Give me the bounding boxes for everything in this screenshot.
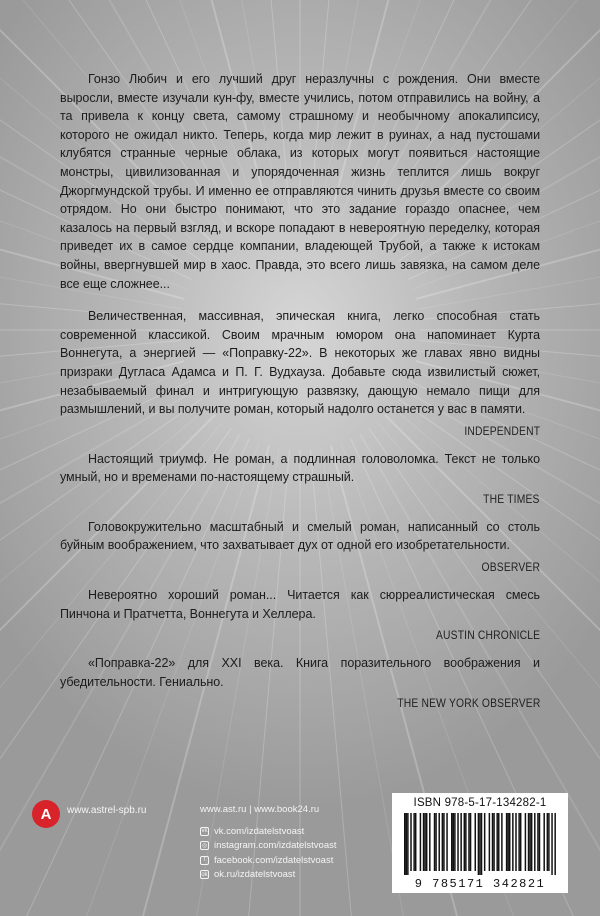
isbn-number: ISBN 978-5-17-134282-1 bbox=[413, 797, 547, 809]
barcode-bar bbox=[515, 813, 516, 871]
barcode-digits: 9 785171 342821 bbox=[414, 877, 546, 891]
synopsis-text: Гонзо Любич и его лучший друг неразлучны с рождения. Они вместе выросли, вместе изучали кун-фу, вместе учились, потом отправились на войну, а та привела к концу света, самому страшному и необычному апокалипсису, которого не ожидал никто. Теперь, когда мир лежит в руинах, а над пустошами клубятся странные черные облака, из которых могут появиться настоящие монстры, цивилизованная и упорядоченная жизнь теплится лишь вокруг Джоргмундской трубы. И именно ее отправляются чинить друзья вместе со своим отрядом. Но они быстро понимают, что это задание гораздо опаснее, чем казалось на первый взгляд, и вскоре попадают в невероятную переделку, которая приведет их в самое сердце компании, владеющей Трубой, а также к истокам войны, ввергнувшей мир в хаос. Правда, это всего лишь завязка, на самом деле все еще сложнее... bbox=[60, 72, 540, 291]
barcode-bar bbox=[443, 813, 444, 871]
review-item bbox=[60, 654, 540, 712]
barcode-bar bbox=[420, 813, 421, 871]
barcode-bar bbox=[512, 813, 513, 871]
barcode-bar bbox=[507, 813, 508, 871]
barcode-bar bbox=[465, 813, 466, 871]
barcode-bar bbox=[498, 813, 499, 871]
barcode-bar bbox=[493, 813, 494, 871]
review-item bbox=[60, 518, 540, 576]
review-item bbox=[60, 307, 540, 440]
barcode-bar bbox=[528, 813, 529, 871]
barcode-bar bbox=[453, 813, 454, 871]
barcode-bar bbox=[451, 813, 452, 871]
review-text: Настоящий триумф. Не роман, а подлинная головоломка. Текст не только умный, но и временами по-настоящему страшный. bbox=[60, 451, 540, 485]
review-source: THE NEW YORK OBSERVER bbox=[396, 696, 540, 711]
barcode-bar bbox=[551, 813, 552, 875]
barcode-bar bbox=[548, 813, 549, 871]
barcode-bar bbox=[520, 813, 521, 871]
barcode-bar bbox=[525, 813, 526, 871]
barcode-bar bbox=[460, 813, 461, 871]
publisher-logo-icon: А bbox=[32, 800, 60, 828]
barcode-bar bbox=[489, 813, 490, 871]
barcode-bar bbox=[509, 813, 510, 871]
barcode-bar bbox=[464, 813, 465, 871]
barcode-bar bbox=[539, 813, 540, 871]
barcode-bar bbox=[518, 813, 519, 871]
publisher-website: www.astrel-spb.ru bbox=[67, 805, 147, 816]
barcode-bar bbox=[492, 813, 493, 871]
barcode-box bbox=[392, 793, 568, 893]
barcode-bar bbox=[423, 813, 424, 871]
review-text: Невероятно хороший роман... Читается как сюрреалистическая смесь Пинчона и Пратчетта, Воннегута и Хеллера. bbox=[60, 588, 540, 621]
barcode-bar bbox=[475, 813, 476, 871]
social-link: f facebook.com/izdatelstvoast bbox=[200, 853, 337, 868]
vk-icon: vk bbox=[201, 828, 208, 835]
barcode-bar bbox=[547, 813, 548, 871]
barcode-bar bbox=[406, 813, 407, 875]
facebook-icon: f bbox=[200, 856, 209, 865]
social-link: vk vk.com/izdatelstvoast bbox=[201, 825, 305, 837]
barcode-bar bbox=[438, 813, 439, 871]
review-text: Головокружительно масштабный и смелый роман, написанный со столь буйным воображением, что захватывает дух от одной его изобретательности. bbox=[60, 519, 540, 553]
barcode-icon bbox=[404, 813, 556, 875]
barcode-bar bbox=[457, 813, 458, 871]
social-links bbox=[200, 824, 337, 882]
review-text: Величественная, массивная, эпическая книга, легко способная стать современной классикой. Своим мрачным юмором она напоминает Курта Воннегута, а энергией — «Поправку-22». В некоторых же главах явно видны призраки Дугласа Адамса и П. Г. Вудхауза. Добавьте сюда извилистый сюжет, незабываемый финал и интригующую развязку, дающую немало пищи для размышлений, и вы получите роман, который надолго останется у вас в памяти. bbox=[60, 309, 540, 417]
footer bbox=[0, 780, 600, 916]
review-item bbox=[60, 450, 540, 508]
barcode-bar bbox=[534, 813, 535, 871]
odnoklassniki-icon: ok bbox=[201, 871, 208, 878]
review-item bbox=[60, 586, 540, 644]
barcode-bar bbox=[554, 813, 555, 875]
barcode-bar bbox=[531, 813, 532, 871]
barcode-bar bbox=[434, 813, 435, 871]
barcode-bar bbox=[442, 813, 443, 871]
barcode-bar bbox=[484, 813, 485, 871]
social-link: ◎ instagram.com/izdatelstvoast bbox=[201, 840, 337, 852]
review-source: AUSTIN CHRONICLE bbox=[435, 628, 540, 643]
barcode-bar bbox=[468, 813, 469, 871]
barcode-bar bbox=[407, 813, 408, 875]
review-source: THE TIMES bbox=[483, 491, 540, 506]
barcode-bar bbox=[404, 813, 405, 875]
publisher-sites: www.ast.ru | www.book24.ru bbox=[200, 804, 320, 815]
barcode-bar bbox=[426, 813, 427, 871]
review-list bbox=[60, 307, 540, 712]
barcode-bar bbox=[501, 813, 502, 871]
barcode-bar bbox=[446, 813, 447, 871]
barcode-bar bbox=[429, 813, 430, 871]
instagram-icon: ◎ bbox=[201, 842, 208, 849]
barcode-bar bbox=[529, 813, 530, 871]
review-text: «Поправка-22» для XXI века. Книга поразительного воображения и убедительности. Гениально. bbox=[60, 656, 540, 689]
barcode-bar bbox=[537, 813, 538, 871]
review-source: INDEPENDENT bbox=[464, 423, 540, 438]
barcode-bar bbox=[410, 813, 411, 871]
review-source: OBSERVER bbox=[481, 560, 540, 575]
barcode-bar bbox=[424, 813, 425, 871]
barcode-bar bbox=[415, 813, 416, 871]
barcode-bar bbox=[413, 813, 414, 871]
barcode-bar bbox=[479, 813, 480, 875]
barcode-bar bbox=[543, 813, 544, 871]
barcode-bar bbox=[478, 813, 479, 875]
barcode-bar bbox=[496, 813, 497, 871]
barcode-bar bbox=[435, 813, 436, 871]
barcode-bar bbox=[481, 813, 482, 875]
text-panel bbox=[60, 70, 540, 722]
barcode-bar bbox=[506, 813, 507, 871]
barcode-bar bbox=[470, 813, 471, 871]
barcode-bar bbox=[454, 813, 455, 871]
social-link: ok ok.ru/izdatelstvoast bbox=[201, 869, 296, 881]
